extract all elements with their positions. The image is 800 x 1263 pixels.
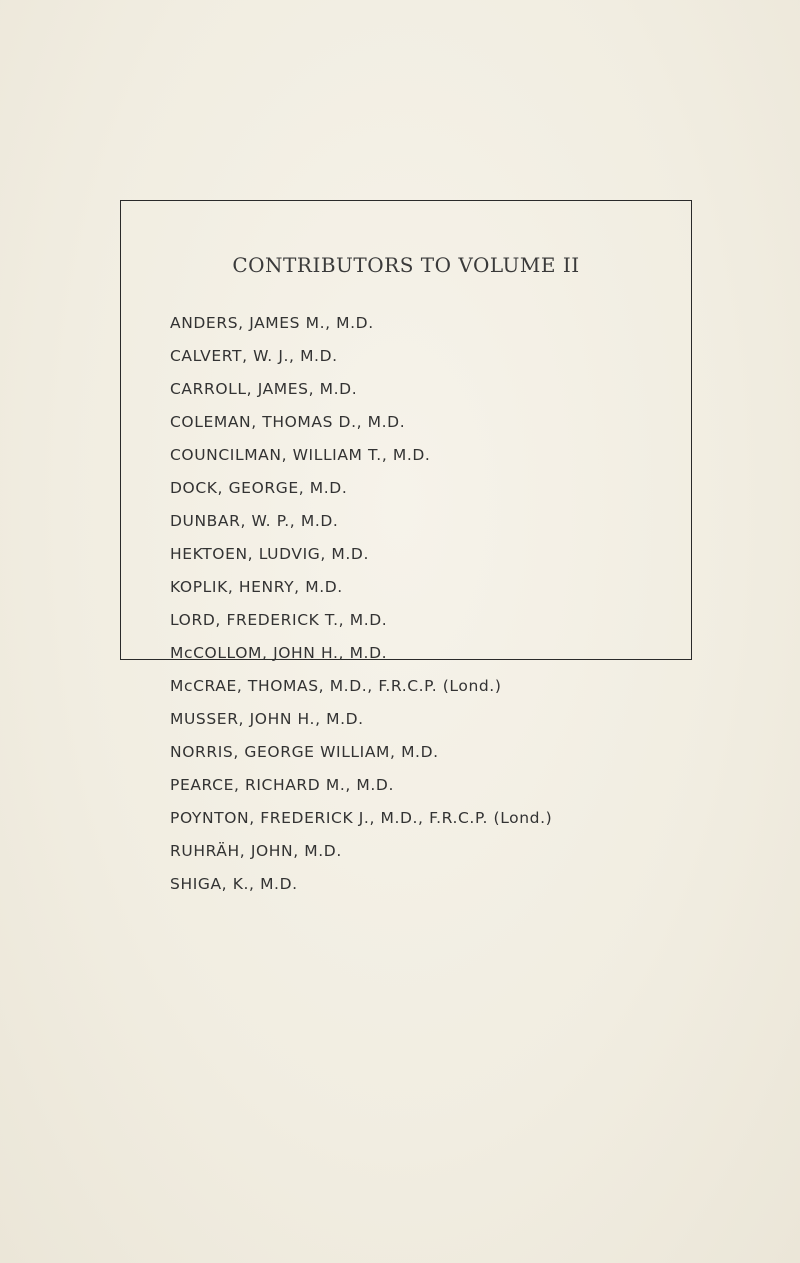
contributor-entry: COLEMAN, THOMAS D., M.D. (170, 413, 406, 431)
contributor-entry: LORD, FREDERICK T., M.D. (170, 611, 388, 629)
contributor-entry: McCOLLOM, JOHN H., M.D. (170, 644, 388, 662)
contributors-list (170, 307, 552, 901)
contributor-entry: McCRAE, THOMAS, M.D., F.R.C.P. (Lond.) (170, 677, 502, 695)
contributors-frame (120, 200, 692, 893)
contributor-entry: HEKTOEN, LUDVIG, M.D. (170, 545, 369, 563)
contributor-entry: KOPLIK, HENRY, M.D. (170, 578, 343, 596)
contributor-entry: CALVERT, W. J., M.D. (170, 347, 338, 365)
contributor-entry: CARROLL, JAMES, M.D. (170, 380, 358, 398)
contributor-entry: PEARCE, RICHARD M., M.D. (170, 776, 394, 794)
contributor-entry: DOCK, GEORGE, M.D. (170, 479, 348, 497)
contributor-entry: POYNTON, FREDERICK J., M.D., F.R.C.P. (Lond.) (170, 809, 553, 827)
contributor-entry: RUHRÄH, JOHN, M.D. (170, 842, 342, 860)
contributor-entry: ANDERS, JAMES M., M.D. (170, 314, 374, 332)
page-title: CONTRIBUTORS TO VOLUME II (232, 253, 580, 277)
contributor-entry: NORRIS, GEORGE WILLIAM, M.D. (170, 743, 439, 761)
contributor-entry: MUSSER, JOHN H., M.D. (170, 710, 364, 728)
contributor-entry: DUNBAR, W. P., M.D. (170, 512, 339, 530)
contributor-entry: COUNCILMAN, WILLIAM T., M.D. (170, 446, 431, 464)
contributor-entry: SHIGA, K., M.D. (170, 875, 298, 893)
